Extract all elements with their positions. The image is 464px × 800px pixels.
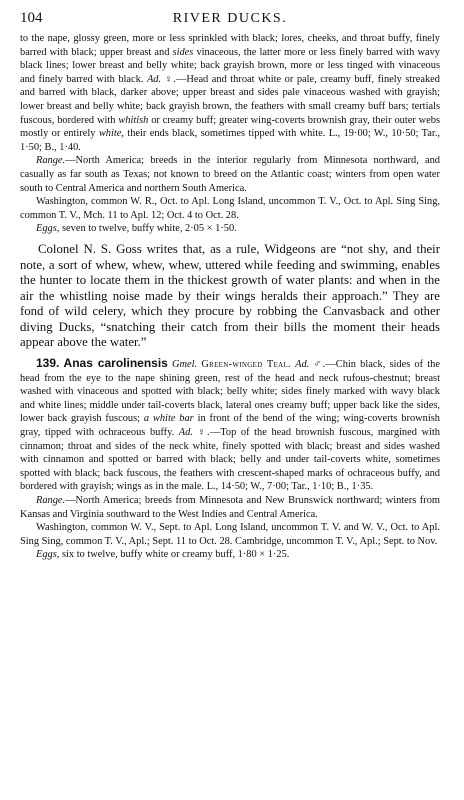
species-author: Gmel. bbox=[172, 359, 198, 371]
widgeon-records: Washington, common W. R., Oct. to Apl. Long Island, uncommon T. V., Oct. to Apl. Sing Sing, common T. V., Mch. 11 to Apl. 12; Oct. 4 to Oct. 28. bbox=[20, 196, 440, 221]
page-header bbox=[20, 10, 440, 32]
teal-description: 139. Anas carolinensis Gmel. Green-winged Teal. Ad. ♂.—Chin black, sides of the head from the eye to the nape shining green, rest of the head and neck rufous-chestnut; breast washed with vinaceous and spotted with black; belly white; sides finely marked with wavy black and white lines; middle under tail-coverts black, lateral ones creamy buff; upper back like the sides, lower back grayish fuscous; a white bar in front of the bend of the wing; wing-coverts brownish gray, tipped with ochraceous buffy. Ad. ♀.—Top of the head brownish fuscous, margined with cinnamon; throat and sides of the neck white, finely spotted with black; breast and sides washed with cinnamon and spotted or barred with black; belly and under tail-coverts white, sometimes spotted with black; back fuscous, the feathers with crescent-shaped marks of ochraceous buffy, and bordered with grayish; wings as in the male. L., 14·50; W., 7·00; Tar., 1·10; B., 1·35. bbox=[20, 356, 440, 493]
widgeon-eggs: Eggs, seven to twelve, buffy white, 2·05 × 1·50. bbox=[36, 223, 237, 235]
teal-section bbox=[20, 357, 440, 562]
species-common-name: Green-winged Teal. bbox=[201, 359, 291, 371]
species-number: 139. bbox=[36, 356, 60, 371]
page-number: 104 bbox=[20, 10, 43, 26]
widgeon-range: Range.—North America; breeds in the interior regularly from Minnesota northward, and casually as far south as Texas; not known to breed on the Atlantic coast; winters from open water south to Central America and northern South America. bbox=[20, 155, 440, 194]
teal-records: Washington, common W. V., Sept. to Apl. Long Island, uncommon T. V. and W. V., Oct. to Apl. Sing Sing, common T. V., Apl.; Sept. 11 to Oct. 28. Cambridge, uncommon T. V., Apl.; Sept. to Nov. bbox=[20, 522, 440, 547]
widgeon-description: to the nape, glossy green, more or less sprinkled with black; lores, cheeks, and throat buffy, finely barred with black; upper breast and sides vinaceous, the latter more or less finely barred with wavy black lines; lower breast and belly white; back grayish brown, more or less tinged with vinaceous and finely barred with black. Ad. ♀.—Head and throat white or pale, creamy buff, finely streaked and barred with black, darker above; upper breast and sides pale vinaceous washed with grayish; lower breast and belly white; back grayish brown, the feathers with small creamy buff bars; tertials fuscous, bordered with whitish or creamy buff; greater wing-coverts brownish gray, their outer webs mostly or entirely white, their ends black, sometimes tipped with white. L., 19·00; W., 10·50; Tar., 1·50; B., 1·40. bbox=[20, 33, 440, 153]
teal-range: Range.—North America; breeds from Minnesota and New Brunswick northward; winters from Kansas and Virginia southward to the West Indies and Central America. bbox=[20, 495, 440, 520]
species-scientific-name: Anas carolinensis bbox=[63, 356, 168, 371]
running-head: RIVER DUCKS. bbox=[172, 11, 288, 26]
widgeon-section bbox=[20, 32, 440, 236]
goss-quote-paragraph: Colonel N. S. Goss writes that, as a rule, Widgeons are “not shy, and their note, a sort of whew, whew, whew, uttered while feeding and swimming, enables the hunter to locate them in the thickest growth of water plants: and when in the air the whistling noise made by their wings heralds their approach.” They are fond of wild celery, which they procure by robbing the Canvasback and other diving Ducks, “snatching their catch from their bills the moment their heads appear above the water.” bbox=[20, 241, 440, 350]
teal-eggs: Eggs, six to twelve, buffy white or creamy buff, 1·80 × 1·25. bbox=[36, 549, 290, 561]
